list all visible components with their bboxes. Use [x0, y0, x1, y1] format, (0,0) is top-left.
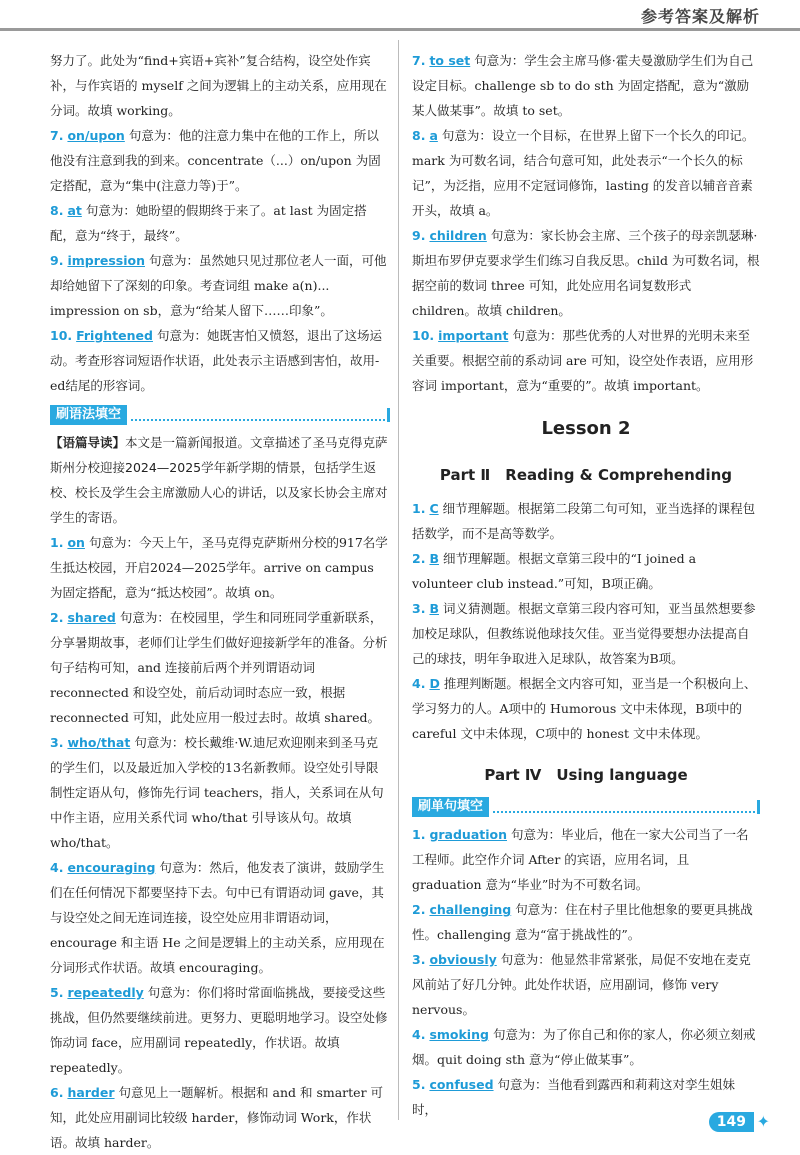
- section-tag: 刷语法填空: [50, 405, 127, 425]
- explanation-text: 句意为：你们将时常面临挑战，要接受这些挑战，但仍然要继续前进。更努力、更聪明地学习。设空处修饰动词 face，应用副词 repeatedly，作状语。故填 repeatedly。: [50, 985, 388, 1075]
- answer-text: D: [429, 676, 440, 691]
- explanation-text: 细节理解题。根据第二段第二句可知，亚当选择的课程包括数学，而不是高等数学。: [412, 501, 756, 541]
- answer-item: [50, 123, 390, 198]
- part-iv-title: Part Ⅳ Using language: [484, 766, 688, 784]
- answer-text: who/that: [67, 735, 131, 750]
- answer-text: graduation: [429, 827, 508, 842]
- answer-text: obviously: [429, 952, 497, 967]
- answer-text: to set: [429, 53, 471, 68]
- explanation-text: 句意为：毕业后，他在一家大公司当了一名工程师。此空作介词 After 的宾语，应用名词，且 graduation 意为“毕业”时为不可数名词。: [412, 827, 749, 892]
- item-number: 4.: [412, 1027, 426, 1042]
- answer-text: C: [429, 501, 439, 516]
- answer-text: repeatedly: [67, 985, 144, 1000]
- answer-item: [412, 671, 760, 746]
- item-number: 3.: [412, 601, 426, 616]
- answer-text: at: [67, 203, 82, 218]
- explanation-text: 句意为：他显然非常紧张，局促不安地在麦克风前站了好几分钟。此处作状语，应用副词，修饰 very nervous。: [412, 952, 751, 1017]
- explanation-text: 句意为：他的注意力集中在他的工作上，所以他没有注意到我的到来。concentrate（...）on/upon 为固定搭配，意为“集中(注意力等)于”。: [50, 128, 381, 193]
- answer-item: [50, 730, 390, 855]
- item-number: 6.: [50, 1085, 64, 1100]
- answer-text: on: [67, 535, 85, 550]
- answer-text: children: [429, 228, 487, 243]
- answer-item: [412, 123, 760, 223]
- explanation-text: 句意为：虽然她只见过那位老人一面，可他却给她留下了深刻的印象。考查词组 make a(n)... impression on sb，意为“给某人留下……印象”。: [50, 253, 387, 318]
- part-ii-title: Part Ⅱ Reading & Comprehending: [439, 466, 733, 484]
- answer-text: important: [438, 328, 509, 343]
- item-number: 8.: [412, 128, 426, 143]
- explanation-text: 句意为：学生会主席马修·霍夫曼激励学生们为自己设定目标。challenge sb to do sth 为固定搭配，意为“激励某人做某事”。故填 to set。: [412, 53, 754, 118]
- header-rule: [0, 28, 800, 31]
- answer-text: confused: [429, 1077, 494, 1092]
- item-number: 1.: [412, 501, 426, 516]
- answer-item: [50, 198, 390, 248]
- explanation-text: 句意为：她盼望的假期终于来了。at last 为固定搭配，意为“终于，最终”。: [50, 203, 367, 243]
- explanation-text: 句意为：住在村子里比他想象的要更具挑战性。challenging 意为“富于挑战性的”。: [412, 902, 753, 942]
- explanation-text: 句意为：她既害怕又愤怒，退出了这场运动。考查形容词短语作状语，此处表示主语感到害怕，故用-ed结尾的形容词。: [50, 328, 382, 393]
- item-number: 4.: [50, 860, 64, 875]
- explanation-text: 句意为：家长协会主席、三个孩子的母亲凯瑟琳·斯坦布罗伊克要求学生们练习自我反思。child 为可数名词，根据空前的数词 three 可知，此处应用名词复数形式 children。故填 children。: [412, 228, 760, 318]
- answer-item: [412, 822, 760, 897]
- explanation-text: 句意为：当他看到露西和莉莉这对孪生姐妹时，: [412, 1077, 736, 1117]
- answer-item: [50, 855, 390, 980]
- item-number: 2.: [412, 551, 426, 566]
- right-column: [412, 48, 760, 1122]
- answer-item: [50, 530, 390, 605]
- answer-text: challenging: [429, 902, 512, 917]
- item-number: 10.: [412, 328, 435, 343]
- item-number: 5.: [50, 985, 64, 1000]
- answer-item: [50, 605, 390, 730]
- answer-text: Frightened: [76, 328, 153, 343]
- explanation-text: 句意为：设立一个目标，在世界上留下一个长久的印记。mark 为可数名词，结合句意可知，此处表示“一个长久的标记”，为泛指，应用不定冠词修饰，lasting 的发音以辅音音素开头，故填 a。: [412, 128, 755, 218]
- answer-item: [412, 1072, 760, 1122]
- answer-text: B: [429, 601, 439, 616]
- answer-item: [412, 323, 760, 398]
- item-number: 10.: [50, 328, 73, 343]
- item-number: 2.: [50, 610, 64, 625]
- answer-item: [412, 223, 760, 323]
- answer-text: encouraging: [67, 860, 156, 875]
- answer-text: smoking: [429, 1027, 489, 1042]
- item-number: 9.: [50, 253, 64, 268]
- answer-text: impression: [67, 253, 145, 268]
- answer-item: [50, 48, 390, 123]
- item-number: 3.: [412, 952, 426, 967]
- answer-text: a: [429, 128, 438, 143]
- answer-item: [50, 980, 390, 1080]
- answer-item: [50, 1080, 390, 1155]
- item-number: 3.: [50, 735, 64, 750]
- section-header-sentence: [412, 796, 760, 818]
- explanation-text: 词义猜测题。根据文章第三段内容可知，亚当虽然想要参加校足球队，但教练说他球技欠佳。亚当觉得要想办法提高自己的球技，明年争取进入足球队，故答案为B项。: [412, 601, 756, 666]
- guide-text: 本文是一篇新闻报道。文章描述了圣马克得克萨斯州分校迎接2024—2025学年新学期的情景，包括学生返校、校长及学生会主席激励人心的讲话，以及家长协会主席对学生的寄语。: [50, 435, 388, 525]
- answer-item: [412, 48, 760, 123]
- explanation-text: 句意为：今天上午，圣马克得克萨斯州分校的917名学生抵达校园，开启2024—2025学年。arrive on campus 为固定搭配，意为“抵达校园”。故填 on。: [50, 535, 388, 600]
- answer-item: [412, 546, 760, 596]
- answer-text: B: [429, 551, 439, 566]
- answer-item: [50, 323, 390, 398]
- guide-label: 【语篇导读】: [50, 435, 126, 450]
- item-number: 8.: [50, 203, 64, 218]
- explanation-text: 句意见上一题解析。根据和 and 和 smarter 可知，此处应用副词比较级 harder，修饰动词 Work，作状语。故填 harder。: [50, 1085, 384, 1150]
- answer-item: [412, 496, 760, 546]
- answer-item: [50, 248, 390, 323]
- item-number: 1.: [412, 827, 426, 842]
- item-number: 5.: [412, 1077, 426, 1092]
- item-number: 7.: [50, 128, 64, 143]
- answer-item: [412, 947, 760, 1022]
- page-number: 149: [709, 1112, 754, 1132]
- explanation-text: 推理判断题。根据全文内容可知，亚当是一个积极向上、学习努力的人。A项中的 Humorous 文中未体现，B项中的 careful 文中未体现，C项中的 honest 文中未体现。: [412, 676, 757, 741]
- header-title: 参考答案及解析: [640, 7, 760, 26]
- item-number: 4.: [412, 676, 426, 691]
- left-column: [50, 48, 390, 1155]
- column-divider: [398, 40, 399, 1120]
- passage-guide: [50, 430, 390, 530]
- answer-item: [412, 897, 760, 947]
- section-header-grammar: [50, 404, 390, 426]
- explanation-text: 句意为：为了你自己和你的家人，你必须立刻戒烟。quit doing sth 意为“停止做某事”。: [412, 1027, 756, 1067]
- explanation-text: 句意为：在校园里，学生和同班同学重新联系，分享暑期故事，老师们让学生们做好迎接新学年的准备。分析句子结构可知，and 连接前后两个并列谓语动词 reconnected 和设空处，前后动词时态应一致，根据 reconnected 可知，此处应用一般过去时。故填 shared。: [50, 610, 388, 725]
- answer-text: on/upon: [67, 128, 125, 143]
- explanation-text: 努力了。此处为“find+宾语+宾补”复合结构，设空处作宾补，与作宾语的 myself 之间为逻辑上的主动关系，应用现在分词。故填 working。: [50, 53, 387, 118]
- item-number: 1.: [50, 535, 64, 550]
- answer-item: [412, 596, 760, 671]
- explanation-text: 句意为：然后，他发表了演讲，鼓励学生们在任何情况下都要坚持下去。句中已有谓语动词 gave，其与设空处之间无连词连接，设空处应用非谓语动词，encourage 和主语 He 之间是逻辑上的主动关系，应用现在分词形式作状语。故填 encouraging。: [50, 860, 385, 975]
- item-number: 2.: [412, 902, 426, 917]
- explanation-text: 句意为：校长戴维·W.迪尼欢迎刚来到圣马克的学生们，以及最近加入学校的13名新教师。设空处引导限制性定语从句，修饰先行词 teachers，指人，关系词在从句中作主语，应用关系代词 who/that 引导该从句。故填 who/that。: [50, 735, 384, 850]
- explanation-text: 细节理解题。根据文章第三段中的“I joined a volunteer club instead.”可知，B项正确。: [412, 551, 697, 591]
- answer-item: [412, 1022, 760, 1072]
- explanation-text: 句意为：那些优秀的人对世界的光明未来至关重要。根据空前的系动词 are 可知，设空处作表语，应用形容词 important，意为“重要的”。故填 important。: [412, 328, 754, 393]
- star-icon: ✦: [756, 1112, 770, 1131]
- item-number: 9.: [412, 228, 426, 243]
- item-number: 7.: [412, 53, 426, 68]
- answer-text: harder: [67, 1085, 115, 1100]
- section-tag: 刷单句填空: [412, 797, 489, 817]
- lesson-title: Lesson 2: [541, 418, 631, 439]
- answer-text: shared: [67, 610, 116, 625]
